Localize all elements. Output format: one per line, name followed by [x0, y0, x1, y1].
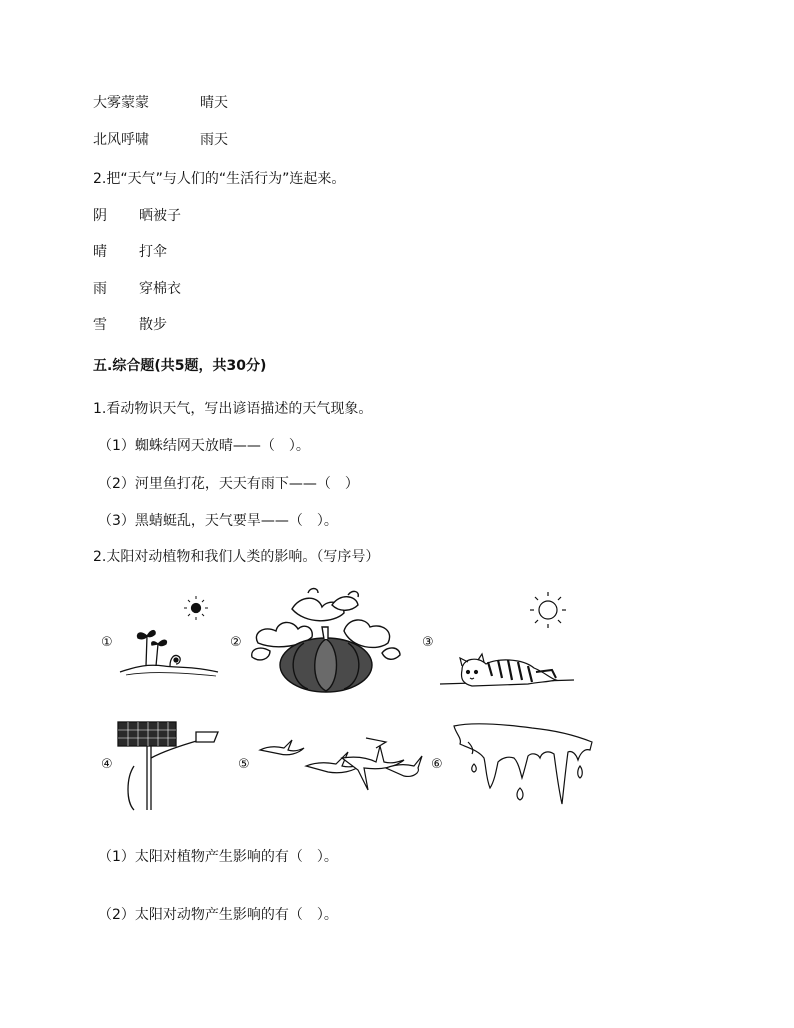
match1-right-2: 雨天: [200, 132, 228, 148]
solar-lamp-picture: [116, 718, 220, 812]
q2-right-3: 穿棉衣: [139, 281, 181, 297]
q2-left-3: 雨: [93, 281, 107, 297]
match1-right-1: 晴天: [200, 95, 228, 111]
pic-label-6: ⑥: [431, 757, 443, 772]
q2-left-1: 阴: [93, 208, 107, 224]
s5q1-item-3: （3）黑蜻蜓乱，天气要旱——（ ）。: [98, 513, 338, 529]
pic-label-3: ③: [422, 635, 434, 650]
s5q1-item-2: （2）河里鱼打花，天天有雨下——（ ）: [98, 476, 359, 492]
s5q1-title: 1.看动物识天气，写出谚语描述的天气现象。: [93, 401, 373, 417]
pic-label-5: ⑤: [238, 757, 250, 772]
match1-left-1: 大雾蒙蒙: [93, 95, 149, 111]
s5q2-title: 2.太阳对动植物和我们人类的影响。（写序号）: [93, 549, 380, 565]
q2-title: 2.把“天气”与人们的“生活行为”连起来。: [93, 171, 346, 187]
q2-right-4: 散步: [139, 317, 167, 333]
match1-left-2: 北风呼啸: [93, 132, 149, 148]
q2-right-2: 打伞: [139, 244, 167, 260]
s5q2-item-2: （2）太阳对动物产生影响的有（ ）。: [98, 907, 338, 923]
q2-left-2: 晴: [93, 244, 107, 260]
s5q2-item-1: （1）太阳对植物产生影响的有（ ）。: [98, 849, 338, 865]
s5q1-item-1: （1）蜘蛛结网天放晴——（ ）。: [98, 438, 310, 454]
cat-sun-picture: [438, 588, 578, 696]
flying-geese-picture: [256, 728, 424, 798]
melting-ice-picture: [452, 720, 594, 812]
pumpkin-picture: [248, 587, 404, 695]
pic-label-1: ①: [101, 635, 113, 650]
pic-label-4: ④: [101, 757, 113, 772]
section5-heading: 五.综合题(共5题，共30分): [93, 358, 267, 374]
q2-left-4: 雪: [93, 317, 107, 333]
pic-label-2: ②: [230, 635, 242, 650]
sprouts-sun-picture: [118, 596, 220, 680]
q2-right-1: 晒被子: [139, 208, 181, 224]
